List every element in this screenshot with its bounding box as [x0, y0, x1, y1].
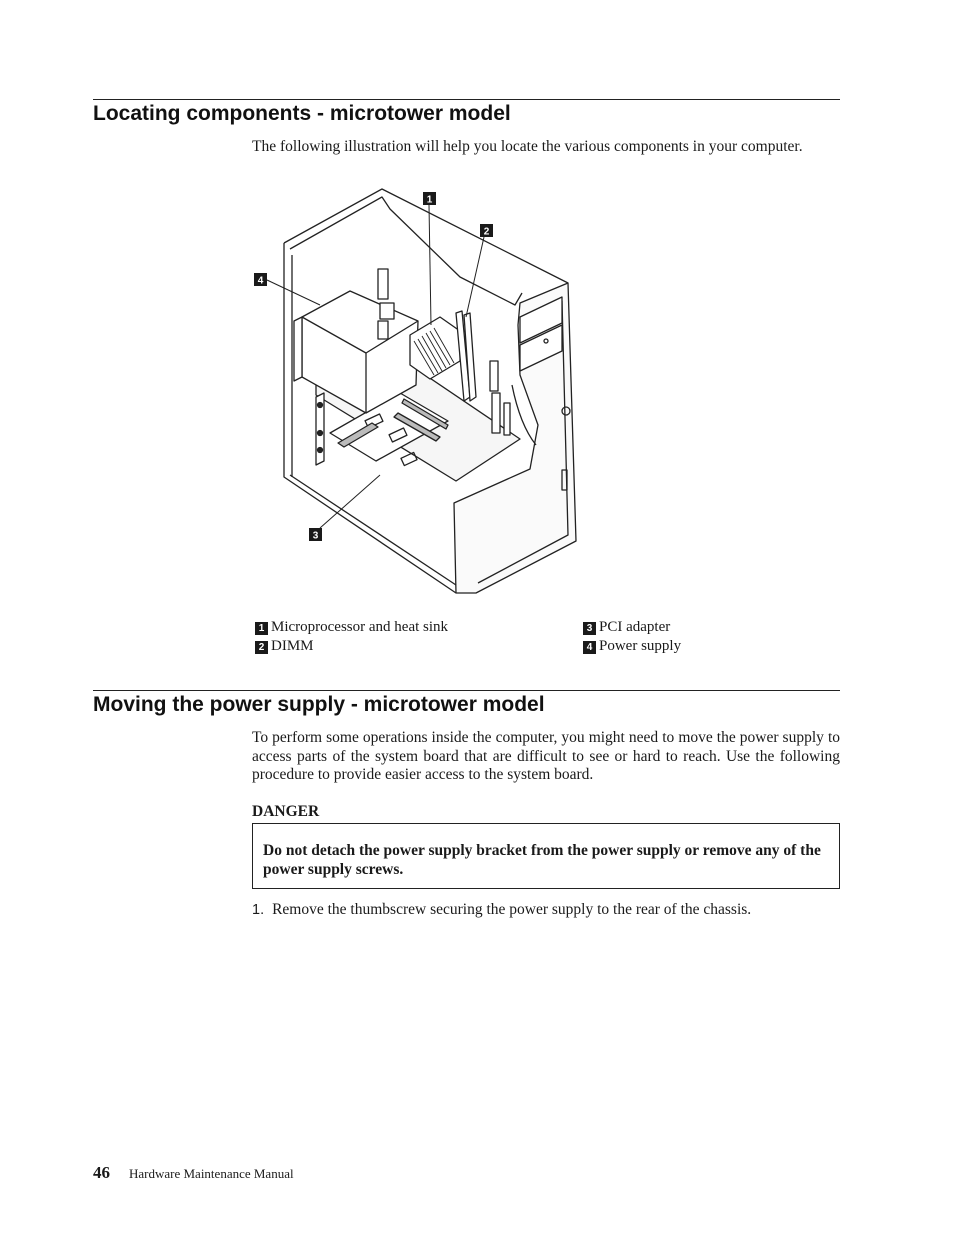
footer-manual-title: Hardware Maintenance Manual [129, 1166, 294, 1181]
svg-text:1: 1 [426, 194, 433, 206]
callout-4 [254, 273, 320, 305]
legend-label-2: DIMM [271, 638, 314, 654]
legend-item-3 [583, 618, 670, 636]
moving-intro-paragraph: To perform some operations inside the computer, you might need to move the power supply to access parts of the system board that are difficult to see or hard to reach. Use the following procedure to provide easier access to the system board. [252, 729, 840, 783]
section-title-moving-power-supply: Moving the power supply - microtower model [93, 693, 545, 716]
procedure-step-1 [252, 901, 840, 920]
danger-text: Do not detach the power supply bracket from the power supply or remove any of the power supply screws. [263, 842, 821, 878]
legend-badge-4: 4 [583, 641, 596, 654]
section-rule-moving [93, 690, 840, 691]
danger-label: DANGER [252, 803, 320, 820]
legend-badge-2: 2 [255, 641, 268, 654]
danger-notice-box [252, 823, 840, 889]
section-title-locating-components: Locating components - microtower model [93, 102, 511, 125]
callout-3 [309, 475, 380, 542]
legend-label-3: PCI adapter [599, 619, 671, 635]
callout-1 [423, 192, 436, 325]
section-rule-top [93, 99, 840, 100]
microtower-component-illustration [250, 185, 585, 600]
svg-text:3: 3 [312, 530, 319, 542]
step-number: 1. [252, 902, 265, 918]
legend-label-1: Microprocessor and heat sink [271, 619, 449, 635]
legend-badge-3: 3 [583, 622, 596, 635]
legend-label-4: Power supply [599, 638, 682, 654]
page-number: 46 [93, 1163, 110, 1182]
svg-text:2: 2 [483, 226, 490, 238]
legend-item-1 [255, 618, 448, 636]
legend-item-2 [255, 637, 314, 655]
step-text: Remove the thumbscrew securing the power supply to the rear of the chassis. [272, 901, 752, 918]
legend-badge-1: 1 [255, 622, 268, 635]
intro-paragraph: The following illustration will help you locate the various components in your computer. [252, 138, 803, 155]
svg-text:4: 4 [257, 275, 264, 287]
legend-item-4 [583, 637, 681, 655]
